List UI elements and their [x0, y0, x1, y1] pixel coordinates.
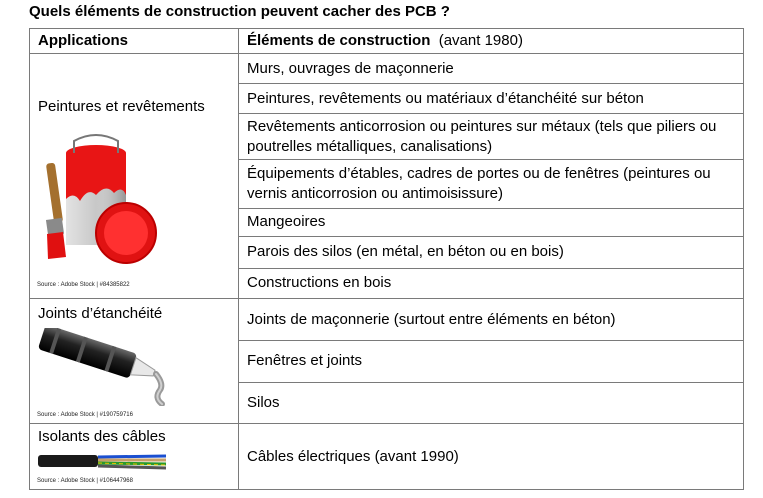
application-label: Peintures et revêtements: [38, 98, 205, 115]
element-cell: Silos: [239, 382, 744, 423]
table-row: [30, 54, 744, 84]
element-cell: Parois des silos (en métal, en béton ou en bois): [239, 236, 744, 268]
element-cell: Mangeoires: [239, 208, 744, 236]
application-cell-cable: [30, 424, 239, 490]
element-cell: Câbles électriques (avant 1990): [239, 424, 744, 490]
image-source: Source : Adobe Stock | #84385822: [37, 282, 130, 288]
element-cell: Revêtements anticorrosion ou peintures sur métaux (tels que piliers ou poutrelles métalliques, canalisations): [239, 114, 744, 160]
element-cell: Constructions en bois: [239, 268, 744, 298]
header-applications: Applications: [30, 29, 239, 54]
image-source: Source : Adobe Stock | #106447968: [37, 478, 133, 484]
page-title: Quels éléments de construction peuvent cacher des PCB ?: [29, 3, 450, 20]
application-cell-paint: [30, 54, 239, 299]
application-cell-sealant: [30, 299, 239, 424]
table-row: [30, 424, 744, 490]
element-cell: Murs, ouvrages de maçonnerie: [239, 54, 744, 84]
header-elements-label: Éléments de construction: [247, 32, 431, 49]
pcb-table: [29, 28, 744, 490]
element-cell: Équipements d’étables, cadres de portes ou de fenêtres (peintures ou vernis anticorrosion ou antimoisissure): [239, 160, 744, 208]
application-label: Joints d’étanchéité: [38, 305, 163, 322]
header-elements-note: (avant 1980): [438, 32, 523, 49]
element-cell: Peintures, revêtements ou matériaux d’étanchéité sur béton: [239, 84, 744, 114]
image-source: Source : Adobe Stock | #190759716: [37, 412, 133, 418]
element-cell: Joints de maçonnerie (surtout entre éléments en béton): [239, 299, 744, 341]
table-row: [30, 299, 744, 341]
header-elements: [239, 29, 744, 54]
element-cell: Fenêtres et joints: [239, 341, 744, 382]
application-label: Isolants des câbles: [38, 428, 166, 445]
electrical-cable-image: [38, 450, 168, 472]
paint-can-image: [44, 129, 162, 275]
table-header-row: [30, 29, 744, 54]
sealant-cartridge-image: [38, 328, 188, 406]
